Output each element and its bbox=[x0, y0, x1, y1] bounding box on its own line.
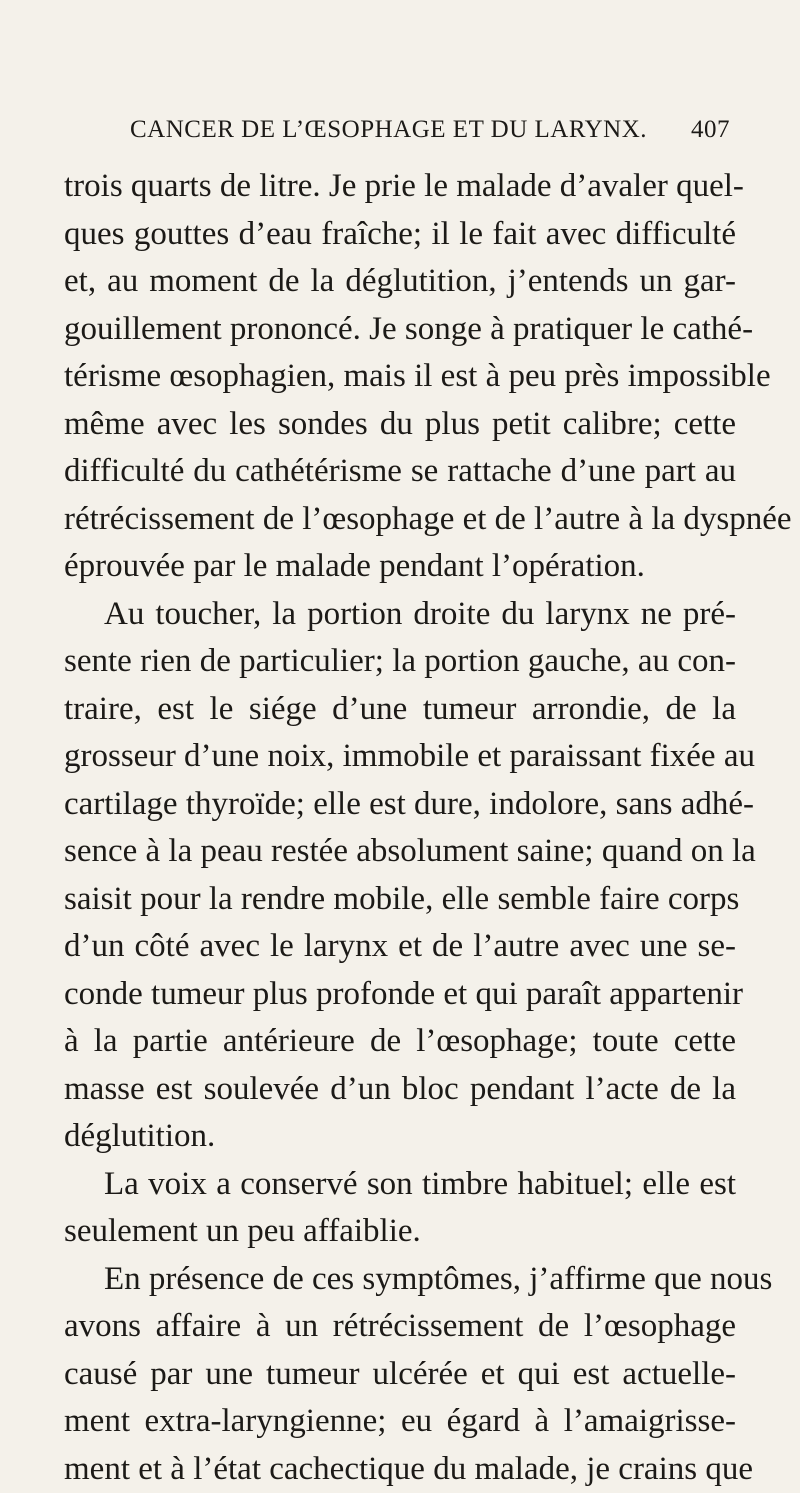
text-line: cartilage thyroïde; elle est dure, indolore, sans adhé- bbox=[64, 781, 736, 829]
text-line: avons affaire à un rétrécissement de l’œsophage bbox=[64, 1303, 736, 1351]
text-line: sence à la peau restée absolument saine; quand on la bbox=[64, 828, 736, 876]
text-line: ment extra-laryngienne; eu égard à l’amaigrisse- bbox=[64, 1398, 736, 1446]
text-line: trois quarts de litre. Je prie le malade d’avaler quel- bbox=[64, 163, 736, 211]
text-line: à la partie antérieure de l’œsophage; toute cette bbox=[64, 1018, 736, 1066]
text-line: Au toucher, la portion droite du larynx ne pré- bbox=[64, 591, 736, 639]
text-line: conde tumeur plus profonde et qui paraît appartenir bbox=[64, 971, 736, 1019]
text-line: déglutition. bbox=[64, 1113, 736, 1161]
text-line: sente rien de particulier; la portion gauche, au con- bbox=[64, 638, 736, 686]
body-text bbox=[64, 163, 736, 1493]
text-line: saisit pour la rendre mobile, elle semble faire corps bbox=[64, 876, 736, 924]
text-line: ment et à l’état cachectique du malade, je crains que bbox=[64, 1446, 736, 1493]
text-line: traire, est le siége d’une tumeur arrondie, de la bbox=[64, 686, 736, 734]
text-line: d’un côté avec le larynx et de l’autre avec une se- bbox=[64, 923, 736, 971]
text-line: difficulté du cathétérisme se rattache d’une part au bbox=[64, 448, 736, 496]
text-line: En présence de ces symptômes, j’affirme que nous bbox=[64, 1256, 736, 1304]
text-line: même avec les sondes du plus petit calibre; cette bbox=[64, 401, 736, 449]
text-line: ques gouttes d’eau fraîche; il le fait avec difficulté bbox=[64, 211, 736, 259]
text-line: seulement un peu affaiblie. bbox=[64, 1208, 736, 1256]
page-number: 407 bbox=[691, 116, 730, 144]
text-line: masse est soulevée d’un bloc pendant l’acte de la bbox=[64, 1066, 736, 1114]
text-line: grosseur d’une noix, immobile et paraissant fixée au bbox=[64, 733, 736, 781]
text-line: La voix a conservé son timbre habituel; elle est bbox=[64, 1161, 736, 1209]
text-line: gouillement prononcé. Je songe à pratiquer le cathé- bbox=[64, 306, 736, 354]
text-line: éprouvée par le malade pendant l’opération. bbox=[64, 543, 736, 591]
running-head bbox=[130, 116, 730, 152]
text-line: térisme œsophagien, mais il est à peu près impossible bbox=[64, 353, 736, 401]
text-line: rétrécissement de l’œsophage et de l’autre à la dyspnée bbox=[64, 496, 736, 544]
running-title: CANCER DE L’ŒSOPHAGE ET DU LARYNX. bbox=[130, 116, 647, 144]
text-line: causé par une tumeur ulcérée et qui est actuelle- bbox=[64, 1351, 736, 1399]
text-line: et, au moment de la déglutition, j’entends un gar- bbox=[64, 258, 736, 306]
